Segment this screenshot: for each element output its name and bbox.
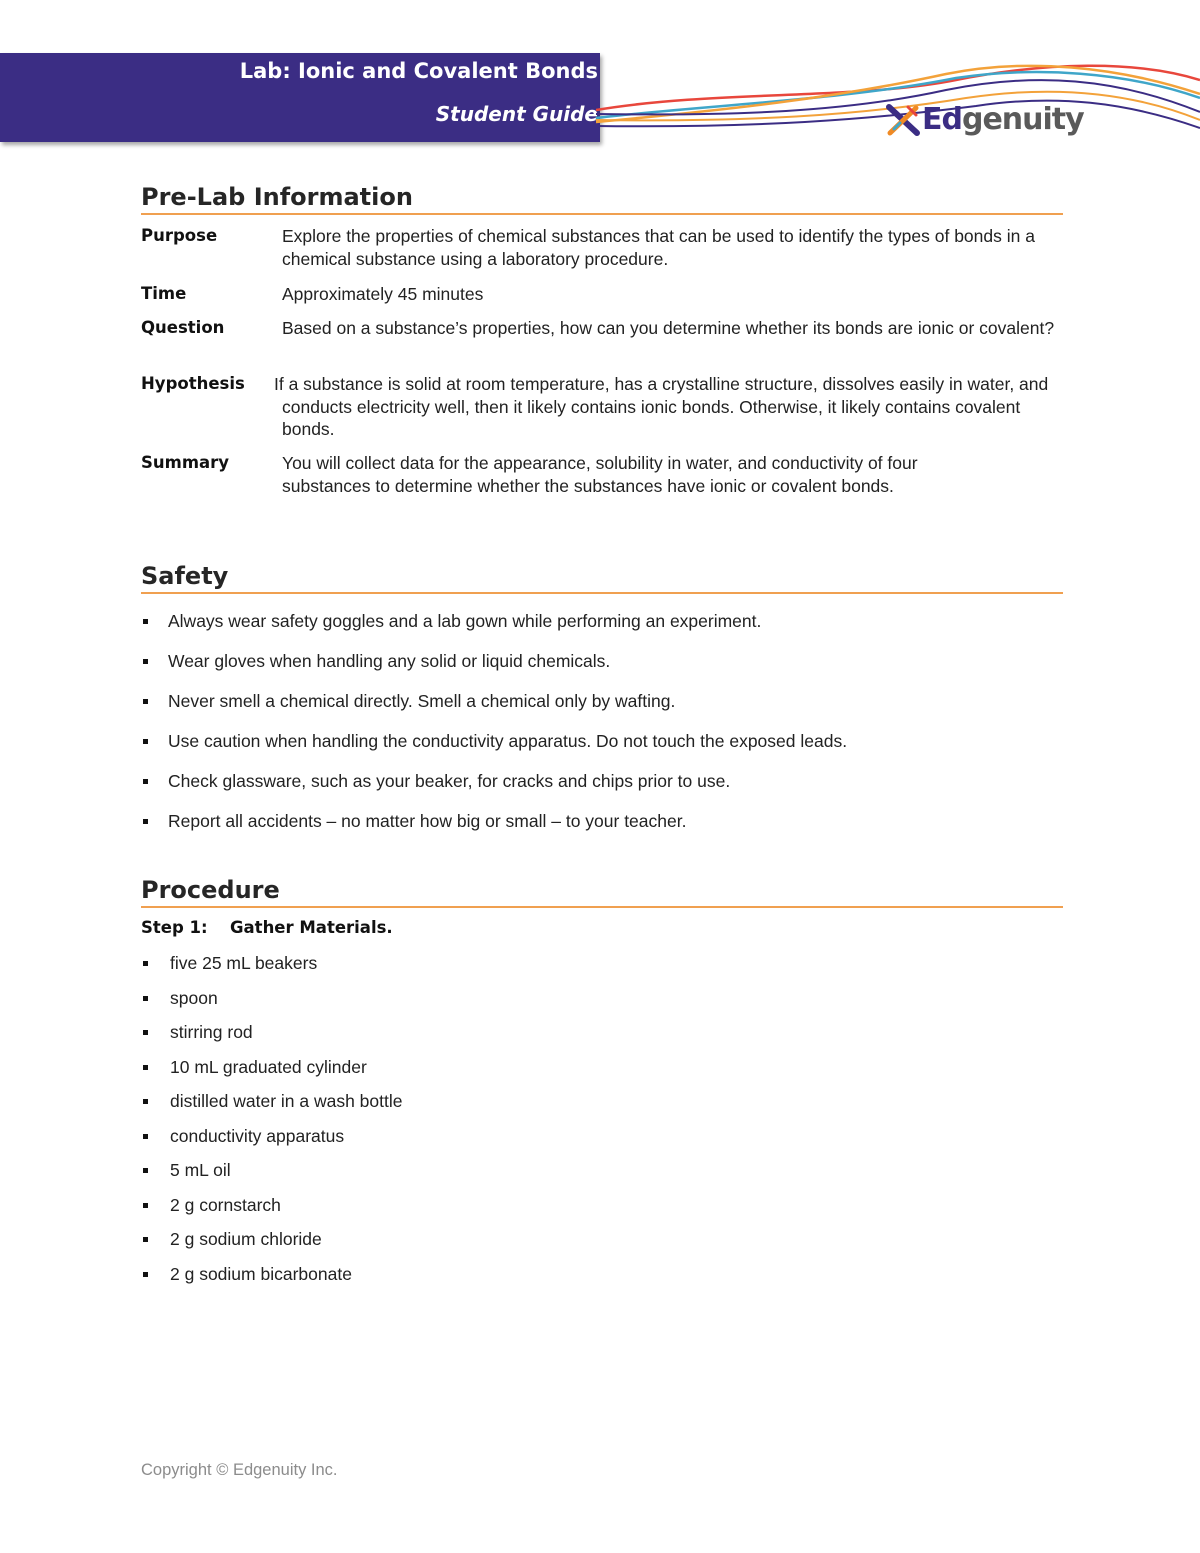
material-item: conductivity apparatus <box>141 1125 402 1160</box>
step-label: Step 1: <box>141 918 208 937</box>
logo-x-icon <box>886 103 920 137</box>
safety-item: Never smell a chemical directly. Smell a chemical only by wafting. <box>141 690 847 730</box>
procedure-heading: Procedure <box>141 875 1063 908</box>
prelab-heading: Pre-Lab Information <box>141 182 1063 215</box>
material-item: five 25 mL beakers <box>141 952 402 987</box>
safety-list <box>141 610 847 850</box>
safety-item: Check glassware, such as your beaker, for cracks and chips prior to use. <box>141 770 847 810</box>
prelab-value: You will collect data for the appearance, solubility in water, and conductivity of four substances to determine whether the substances have ionic or covalent bonds. <box>282 453 918 496</box>
safety-item: Wear gloves when handling any solid or liquid chemicals. <box>141 650 847 690</box>
prelab-label: Hypothesis <box>141 374 245 393</box>
document-title: Lab: Ionic and Covalent Bonds <box>239 59 598 83</box>
safety-item: Always wear safety goggles and a lab gown while performing an experiment. <box>141 610 847 650</box>
prelab-value: If a substance is solid at room temperature, has a crystalline structure, dissolves easily in water, and conducts electricity well, then it likely contains ionic bonds. Otherwise, it likely contains covalent bonds. <box>274 374 1049 439</box>
prelab-value: Approximately 45 minutes <box>282 284 484 304</box>
procedure-step <box>141 918 393 937</box>
logo-wordmark: Edgenuity <box>922 102 1084 137</box>
material-item: 5 mL oil <box>141 1159 402 1194</box>
step-title: Gather Materials. <box>230 918 393 937</box>
material-item: stirring rod <box>141 1021 402 1056</box>
safety-item: Report all accidents – no matter how big or small – to your teacher. <box>141 810 847 850</box>
material-item: 2 g sodium bicarbonate <box>141 1263 402 1298</box>
document-subtitle: Student Guide <box>435 102 598 126</box>
prelab-value: Based on a substance’s properties, how can you determine whether its bonds are ionic or covalent? <box>282 318 1055 338</box>
edgenuity-logo <box>886 100 1084 140</box>
material-item: distilled water in a wash bottle <box>141 1090 402 1125</box>
safety-item: Use caution when handling the conductivity apparatus. Do not touch the exposed leads. <box>141 730 847 770</box>
prelab-value: Explore the properties of chemical substances that can be used to identify the types of bonds in a chemical substance using a laboratory procedure. <box>282 226 1035 269</box>
material-item: spoon <box>141 987 402 1022</box>
prelab-label: Purpose <box>141 226 218 245</box>
material-item: 2 g sodium chloride <box>141 1228 402 1263</box>
material-item: 10 mL graduated cylinder <box>141 1056 402 1091</box>
material-item: 2 g cornstarch <box>141 1194 402 1229</box>
prelab-label: Summary <box>141 453 230 472</box>
prelab-label: Time <box>141 284 187 303</box>
safety-heading: Safety <box>141 561 1063 594</box>
copyright-footer: Copyright © Edgenuity Inc. <box>141 1461 338 1479</box>
prelab-label: Question <box>141 318 225 337</box>
title-banner <box>0 53 600 142</box>
materials-list <box>141 952 402 1297</box>
